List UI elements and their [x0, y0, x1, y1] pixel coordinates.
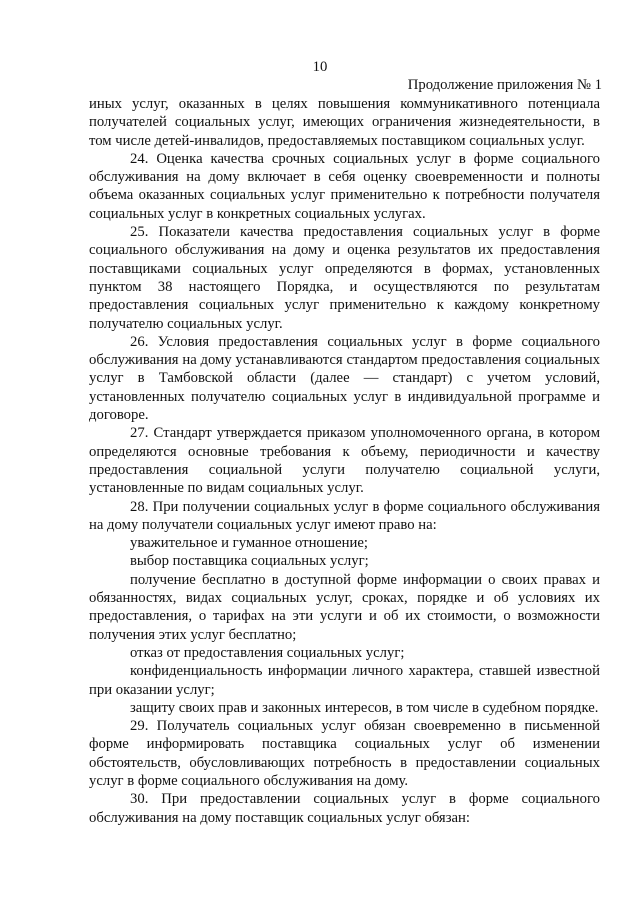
right-item-information: получение бесплатно в доступной форме информации о своих правах и обязанностях, видах социальных услуг, сроках, порядке и об условиях их предоставления, о тарифах на эти услуги и об их стоимости, о возможности получения этих услуг бесплатно;: [89, 571, 600, 643]
paragraph-continuation: иных услуг, оказанных в целях повышения коммуникативного потенциала получателей социальных услуг, имеющих ограничения жизнедеятельности, в том числе детей-инвалидов, предоставляемых поставщиком социальных услуг.: [89, 96, 600, 149]
page-number: 10: [312, 59, 328, 75]
paragraph-24: 24. Оценка качества срочных социальных услуг в форме социального обслуживания на дому включает в себя оценку своевременности и полноты объема оказанных социальных услуг применительно к потребности получателя социальных услуг в конкретных социальных услугах.: [89, 150, 600, 222]
paragraph-25: 25. Показатели качества предоставления социальных услуг в форме социального обслуживания на дому и оценка результатов их предоставления поставщиками социальных услуг определяются в формах, установленных пунктом 38 настоящего Порядка, и осуществляются по результатам предоставления социальных услуг применительно к каждому конкретному получателю социальных услуг.: [89, 224, 600, 332]
document-body: [89, 95, 600, 827]
paragraph-27: 27. Стандарт утверждается приказом уполномоченного органа, в котором определяются основные требования к объему, периодичности и качеству предоставления социальной услуги получателю социальной услуги, установленные по видам социальных услуг.: [89, 425, 600, 497]
paragraph-30: 30. При предоставлении социальных услуг в форме социального обслуживания на дому поставщик социальных услуг обязан:: [89, 791, 600, 826]
paragraph-29: 29. Получатель социальных услуг обязан своевременно в письменной форме информировать поставщика социальных услуг об изменении обстоятельств, обусловливающих потребность в предоставлении социальных услуг в форме социального обслуживания на дому.: [89, 718, 600, 789]
right-item-choice: выбор поставщика социальных услуг;: [130, 553, 369, 570]
right-item-respect: уважительное и гуманное отношение;: [130, 535, 368, 552]
paragraph-28: 28. При получении социальных услуг в форме социального обслуживания на дому получатели социальных услуг имеют право на:: [89, 498, 600, 533]
right-item-protection: защиту своих прав и законных интересов, в том числе в судебном порядке.: [130, 699, 599, 716]
right-item-refusal: отказ от предоставления социальных услуг;: [130, 644, 405, 661]
right-item-confidentiality: конфиденциальность информации личного характера, ставшей известной при оказании услуг;: [89, 663, 600, 698]
appendix-label: Продолжение приложения № 1: [407, 77, 602, 93]
paragraph-26: 26. Условия предоставления социальных услуг в форме социального обслуживания на дому устанавливаются стандартом предоставления социальных услуг в Тамбовской области (далее — стандарт) с учетом условий, установленных получателю социальных услуг в индивидуальной программе и договоре.: [89, 333, 600, 424]
